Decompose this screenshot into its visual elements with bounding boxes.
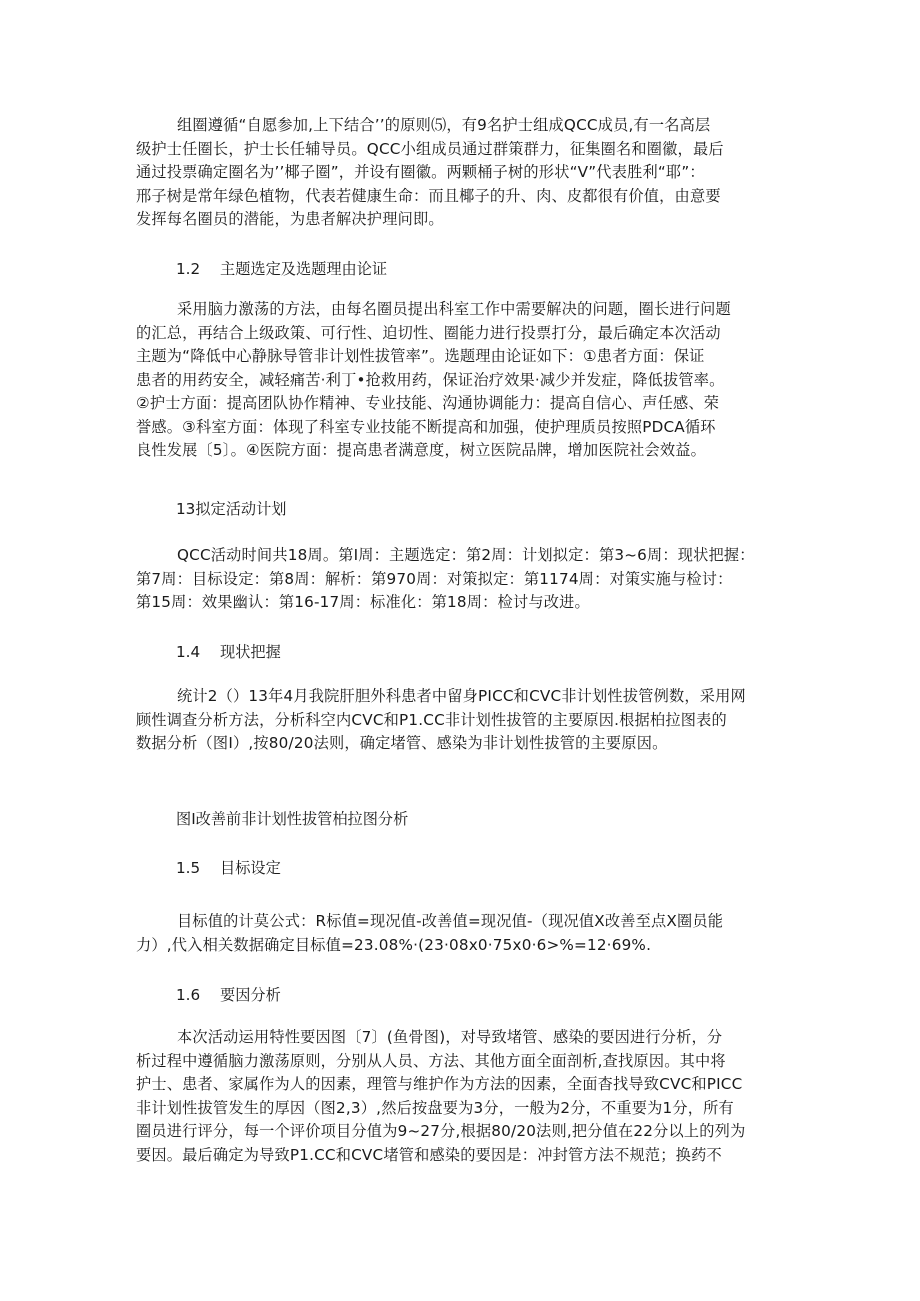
text-line: 采用脑力激荡的方法，由每名圈员提出科室工作中需要解决的问题，圈长进行问题	[177, 300, 731, 318]
section-heading-1-6	[176, 984, 281, 1006]
text-line: 邢子树是常年绿色植物，代表若健康生命：而且椰子的升、肉、皮都很有价值，由意要	[136, 186, 721, 205]
text-line: 组圈遵循“自愿参加,上下结合’’的原则⑸，有9名护士组成QCC成员,有一名高层	[177, 116, 711, 134]
text-line: 级护士任圈长，护士长任辅导员。QCC小组成员通过群策群力，征集圈名和圈徽，最后	[136, 139, 724, 158]
text-line: QCC活动时间共18周。第I周：主题选定：第2周：计划拟定：第3~6周：现状把握：	[177, 546, 755, 564]
text-line: 目标值的计莫公式：R标值=现况值-改善值=现况值-（现况值X改善至点X圈员能	[177, 912, 724, 930]
figure-caption: 图I改善前非计划性拔管柏拉图分析	[176, 810, 409, 828]
paragraph-circle-formation	[136, 114, 786, 232]
paragraph-target-setting	[136, 910, 786, 957]
text-line: 的汇总，再结合上级政策、可行性、迫切性、圈能力进行投票打分，最后确定本次活动	[136, 323, 721, 342]
paragraph-status-grasp	[136, 685, 786, 756]
paragraph-activity-plan	[136, 544, 786, 615]
paragraph-cause-analysis	[136, 1026, 786, 1167]
text-line: 本次活动运用特性要因图〔7〕(鱼骨图)，对导致堵管、感染的要因进行分析，分	[177, 1028, 723, 1046]
section-number: 1.5	[176, 859, 201, 877]
text-line: 非计划性拔管发生的厚因（图2,3）,然后按盘要为3分，一般为2分，不重要为1分，所有	[136, 1098, 734, 1117]
section-heading-1-3	[176, 498, 286, 520]
text-line: 护士、患者、家属作为人的因素，理管与维护作为方法的因素，全面杳找导致CVC和PICC	[136, 1075, 743, 1093]
text-line: 统计2（）13年4月我院肝胆外科患者中留身PICC和CVC非计划性拔管例数，采用网	[177, 687, 746, 705]
text-line: 第15周：效果幽认：第16-17周：标准化：第18周：检讨与改进。	[136, 593, 590, 611]
section-title: 现状把握	[220, 643, 281, 661]
text-line: 圈员进行评分，每一个评价项目分值为9~27分,根据80/20法则,把分值在22分以上的列为	[136, 1122, 746, 1140]
section-title: 13拟定活动计划	[176, 500, 287, 518]
text-line: 通过投票确定圈名为’’椰子圈”，并设有圈徽。两颗桶子树的形状“V”代表胜利“耶”：	[136, 163, 705, 181]
text-line: 良性发展〔5〕。④医院方面：提高患者满意度，树立医院品牌，增加医院社会效益。	[136, 441, 707, 459]
section-heading-1-4	[176, 641, 281, 663]
section-number: 1.6	[176, 986, 201, 1004]
text-line: 顾性调查分析方法，分析科空内CVC和P1.CC非计划性拔管的主要原因.根据柏拉图表的	[136, 710, 727, 729]
text-line: 要因。最后确定为导致P1.CC和CVC堵管和感染的要因是：冲封管方法不规范；换药不	[136, 1145, 722, 1164]
section-title: 要因分析	[220, 986, 281, 1004]
text-line: 主题为“降低中心静脉导管非计划性拔管率”。选题理由论证如下：①患者方面：保证	[136, 347, 705, 365]
section-title: 目标设定	[220, 859, 281, 877]
section-title: 主题选定及选题理由论证	[220, 260, 388, 278]
text-line: 第7周：目标设定：第8周：解析：第970周：对策拟定：第1174周：对策实施与检讨：	[136, 569, 733, 588]
text-line: 数据分析（图I）,按80/20法则，确定堵管、感染为非计划性拔管的主要原因。	[136, 734, 668, 752]
section-number: 1.4	[176, 643, 201, 661]
text-line: 患者的用药安全，减轻痛苦·利丁•抢救用药，保证治疗效果·减少并发症，降低拔管率。	[136, 370, 725, 389]
section-heading-1-2	[176, 258, 387, 280]
text-line: 力）,代入相关数据确定目标值=23.08%·(23·08x0·75x0·6>%=12·69%.	[136, 935, 652, 954]
text-line: ②护士方面：提高团队协作精神、专业技能、沟通协调能力：提高自信心、声任感、荣	[136, 394, 720, 412]
paragraph-topic-selection	[136, 298, 786, 463]
section-number: 1.2	[176, 260, 201, 278]
text-line: 发挥每名圈员的潜能，为患者解决护理问即。	[136, 210, 444, 228]
text-line: 析过程中遵循脑力激荡原则，分别从人员、方法、其他方面全面剖析,查找原因。其中将	[136, 1051, 726, 1070]
section-heading-1-5	[176, 857, 281, 879]
text-line: 誉感。③科室方面：体现了科室专业技能不断提高和加强，使护理质员按照PDCA循环	[136, 417, 716, 436]
